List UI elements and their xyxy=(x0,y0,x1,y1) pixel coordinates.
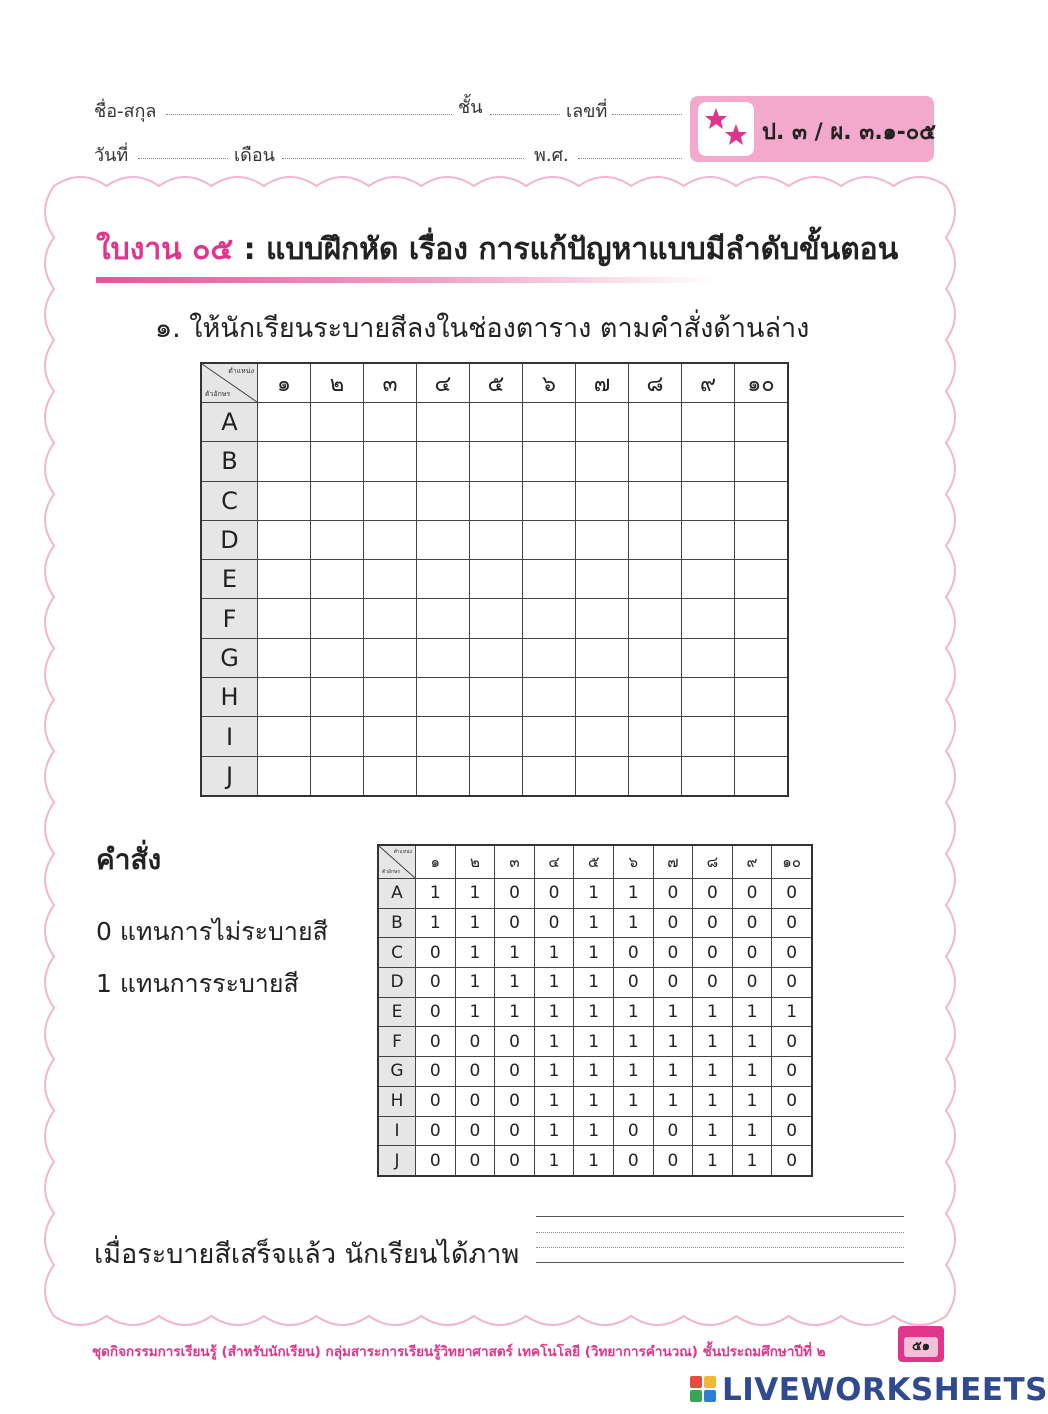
code-value: 0 xyxy=(416,1116,456,1146)
grid-cell[interactable] xyxy=(576,638,629,677)
code-value: 1 xyxy=(574,1116,614,1146)
code-value: 1 xyxy=(495,968,535,998)
worksheet-code: ป. ๓ / ผ. ๓.๑-๐๕ xyxy=(762,120,936,145)
code-value: 1 xyxy=(455,968,495,998)
grid-cell[interactable] xyxy=(682,599,735,638)
grid-cell[interactable] xyxy=(523,599,576,638)
code-value: 0 xyxy=(455,1086,495,1116)
code-row xyxy=(378,1027,812,1057)
grid-cell[interactable] xyxy=(364,520,417,559)
code-value: 0 xyxy=(732,938,772,968)
grid-cell[interactable] xyxy=(576,560,629,599)
grid-cell[interactable] xyxy=(523,638,576,677)
grid-cell[interactable] xyxy=(629,756,682,796)
code-value: 0 xyxy=(653,1146,693,1176)
grid-cell[interactable] xyxy=(629,481,682,520)
grid-cell[interactable] xyxy=(364,717,417,756)
grid-cell[interactable] xyxy=(682,638,735,677)
code-column-header: ๙ xyxy=(732,845,772,879)
grid-cell[interactable] xyxy=(364,638,417,677)
code-row xyxy=(378,938,812,968)
code-value: 0 xyxy=(416,1086,456,1116)
grid-cell[interactable] xyxy=(417,403,470,442)
grid-cell[interactable] xyxy=(364,442,417,481)
grid-column-header: ๕ xyxy=(470,363,523,403)
code-value: 1 xyxy=(534,968,574,998)
worksheet-subject: : แบบฝึกหัด เรื่อง การแก้ปัญหาแบบมีลำดับขั้นตอน xyxy=(233,232,899,267)
grid-cell[interactable] xyxy=(682,560,735,599)
code-value: 0 xyxy=(732,968,772,998)
title-underline xyxy=(96,277,716,283)
code-column-header: ๔ xyxy=(534,845,574,879)
grid-cell[interactable] xyxy=(364,756,417,796)
grid-row-label: D xyxy=(201,520,258,559)
grid-row-label: E xyxy=(201,560,258,599)
grid-row xyxy=(201,560,788,599)
grid-cell[interactable] xyxy=(682,403,735,442)
code-value: 0 xyxy=(495,1146,535,1176)
code-row-label: H xyxy=(378,1086,416,1116)
code-row-label: J xyxy=(378,1146,416,1176)
code-value: 0 xyxy=(495,1027,535,1057)
grid-cell[interactable] xyxy=(417,678,470,717)
code-value: 1 xyxy=(574,908,614,938)
corner-position-label: ตำแหน่ง xyxy=(228,367,254,375)
grid-cell[interactable] xyxy=(258,520,311,559)
code-row xyxy=(378,1086,812,1116)
grid-cell[interactable] xyxy=(470,717,523,756)
grid-cell[interactable] xyxy=(258,717,311,756)
code-row-label: A xyxy=(378,879,416,909)
code-value: 0 xyxy=(772,938,812,968)
code-value: 1 xyxy=(574,1146,614,1176)
grid-cell[interactable] xyxy=(735,442,789,481)
coloring-grid xyxy=(200,362,789,797)
legend-zero: 0 แทนการไม่ระบายสี xyxy=(96,917,328,946)
liveworksheets-wordmark: LIVEWORKSHEETS xyxy=(722,1372,1048,1408)
code-row xyxy=(378,908,812,938)
grid-cell[interactable] xyxy=(735,481,789,520)
code-value: 0 xyxy=(693,879,733,909)
grid-cell[interactable] xyxy=(629,403,682,442)
code-value: 1 xyxy=(613,1086,653,1116)
code-value: 0 xyxy=(416,1027,456,1057)
code-value: 0 xyxy=(772,1057,812,1087)
code-value: 0 xyxy=(613,938,653,968)
code-value: 1 xyxy=(574,997,614,1027)
code-table xyxy=(377,844,813,1177)
grid-cell[interactable] xyxy=(523,520,576,559)
grid-cell[interactable] xyxy=(258,481,311,520)
code-value: 0 xyxy=(455,1027,495,1057)
grid-cell[interactable] xyxy=(576,403,629,442)
code-value: 0 xyxy=(416,1146,456,1176)
code-value: 1 xyxy=(613,908,653,938)
grid-row xyxy=(201,403,788,442)
code-value: 1 xyxy=(732,1027,772,1057)
code-column-header: ๑ xyxy=(416,845,456,879)
grid-row xyxy=(201,599,788,638)
code-value: 1 xyxy=(772,997,812,1027)
code-value: 1 xyxy=(574,879,614,909)
grid-cell[interactable] xyxy=(470,560,523,599)
code-value: 1 xyxy=(732,1057,772,1087)
code-value: 0 xyxy=(416,938,456,968)
code-value: 1 xyxy=(495,997,535,1027)
answer-line-4[interactable] xyxy=(536,1262,904,1263)
liveworksheets-icon xyxy=(690,1376,718,1404)
grid-cell[interactable] xyxy=(576,678,629,717)
instruction-text: ๑. ให้นักเรียนระบายสีลงในช่องตาราง ตามคำสั่งด้านล่าง xyxy=(155,313,810,344)
grid-cell[interactable] xyxy=(470,520,523,559)
legend-one: 1 แทนการระบายสี xyxy=(96,969,299,998)
grid-column-header: ๓ xyxy=(364,363,417,403)
liveworksheets-logo xyxy=(690,1372,1048,1408)
code-value: 0 xyxy=(693,908,733,938)
code-value: 0 xyxy=(495,1057,535,1087)
code-value: 1 xyxy=(534,1146,574,1176)
grid-cell[interactable] xyxy=(629,520,682,559)
code-row-label: D xyxy=(378,968,416,998)
code-corner-letter-label: ตัวอักษร xyxy=(382,869,401,875)
month-label: เดือน xyxy=(234,145,275,166)
grid-cell[interactable] xyxy=(258,599,311,638)
code-value: 1 xyxy=(613,879,653,909)
code-value: 0 xyxy=(653,908,693,938)
grid-cell[interactable] xyxy=(311,520,364,559)
grid-cell[interactable] xyxy=(364,481,417,520)
grid-row xyxy=(201,481,788,520)
grid-cell[interactable] xyxy=(629,560,682,599)
grid-cell[interactable] xyxy=(311,599,364,638)
grid-cell[interactable] xyxy=(629,678,682,717)
class-label: ชั้น xyxy=(458,97,483,118)
code-value: 0 xyxy=(653,879,693,909)
code-value: 0 xyxy=(732,879,772,909)
code-column-header: ๑๐ xyxy=(772,845,812,879)
answer-line-2[interactable] xyxy=(536,1232,904,1233)
code-column-header: ๘ xyxy=(693,845,733,879)
grid-row-label: G xyxy=(201,638,258,677)
code-value: 1 xyxy=(455,938,495,968)
grid-cell[interactable] xyxy=(576,481,629,520)
grid-cell[interactable] xyxy=(364,678,417,717)
code-value: 0 xyxy=(653,968,693,998)
commands-heading: คำสั่ง xyxy=(96,843,162,876)
grid-row xyxy=(201,678,788,717)
number-label: เลขที่ xyxy=(566,101,608,122)
code-value: 0 xyxy=(416,997,456,1027)
day-label: วันที่ xyxy=(94,145,129,166)
code-value: 1 xyxy=(534,938,574,968)
grid-cell[interactable] xyxy=(417,599,470,638)
grid-cell[interactable] xyxy=(735,403,789,442)
grid-header-row xyxy=(201,363,788,403)
grid-cell[interactable] xyxy=(470,442,523,481)
grid-row-label: B xyxy=(201,442,258,481)
grid-cell[interactable] xyxy=(311,403,364,442)
grid-cell[interactable] xyxy=(311,756,364,796)
code-corner xyxy=(378,845,416,879)
code-column-header: ๒ xyxy=(455,845,495,879)
grid-cell[interactable] xyxy=(629,638,682,677)
code-value: 0 xyxy=(455,1057,495,1087)
code-value: 1 xyxy=(693,1027,733,1057)
grid-row-label: I xyxy=(201,717,258,756)
grid-cell[interactable] xyxy=(258,678,311,717)
answer-line-3[interactable] xyxy=(536,1247,904,1248)
code-value: 0 xyxy=(455,1146,495,1176)
grid-row-label: A xyxy=(201,403,258,442)
code-value: 0 xyxy=(772,1146,812,1176)
code-value: 1 xyxy=(732,1146,772,1176)
grid-cell[interactable] xyxy=(364,403,417,442)
code-value: 1 xyxy=(653,1086,693,1116)
grid-cell[interactable] xyxy=(735,638,789,677)
code-value: 0 xyxy=(772,908,812,938)
grid-cell[interactable] xyxy=(470,599,523,638)
code-row-label: I xyxy=(378,1116,416,1146)
grid-row xyxy=(201,717,788,756)
grid-row-label: C xyxy=(201,481,258,520)
grid-cell[interactable] xyxy=(576,442,629,481)
code-row-label: F xyxy=(378,1027,416,1057)
grid-cell[interactable] xyxy=(682,678,735,717)
code-row xyxy=(378,1146,812,1176)
code-value: 1 xyxy=(732,1116,772,1146)
grid-cell[interactable] xyxy=(364,599,417,638)
grid-cell[interactable] xyxy=(258,403,311,442)
code-value: 1 xyxy=(693,997,733,1027)
code-value: 1 xyxy=(534,997,574,1027)
code-value: 1 xyxy=(732,997,772,1027)
grid-cell[interactable] xyxy=(258,638,311,677)
grid-cell[interactable] xyxy=(417,560,470,599)
grid-row xyxy=(201,638,788,677)
code-value: 0 xyxy=(772,1027,812,1057)
grid-cell[interactable] xyxy=(470,403,523,442)
grid-cell[interactable] xyxy=(523,717,576,756)
code-value: 1 xyxy=(416,908,456,938)
grid-corner xyxy=(201,363,258,403)
grid-cell[interactable] xyxy=(629,599,682,638)
grid-cell[interactable] xyxy=(470,678,523,717)
grid-cell[interactable] xyxy=(258,442,311,481)
code-row-label: G xyxy=(378,1057,416,1087)
grid-cell[interactable] xyxy=(417,520,470,559)
grid-column-header: ๑ xyxy=(258,363,311,403)
footer-text: ชุดกิจกรรมการเรียนรู้ (สำหรับนักเรียน) กลุ่มสาระการเรียนรู้วิทยาศาสตร์ เทคโนโลยี (วิทยาการคำนวณ) ชั้นประถมศึกษาปีที่ ๒ xyxy=(92,1344,826,1360)
code-corner-position-label: ตำแหน่ง xyxy=(393,849,412,855)
code-value: 1 xyxy=(653,997,693,1027)
grid-cell[interactable] xyxy=(311,481,364,520)
grid-column-header: ๒ xyxy=(311,363,364,403)
answer-line-1[interactable] xyxy=(536,1216,904,1217)
code-value: 1 xyxy=(613,1057,653,1087)
code-value: 1 xyxy=(574,1027,614,1057)
grid-cell[interactable] xyxy=(576,599,629,638)
grid-cell[interactable] xyxy=(682,442,735,481)
grid-cell[interactable] xyxy=(523,678,576,717)
grid-cell[interactable] xyxy=(576,756,629,796)
code-value: 0 xyxy=(495,1086,535,1116)
code-value: 0 xyxy=(772,968,812,998)
code-value: 1 xyxy=(495,938,535,968)
grid-cell[interactable] xyxy=(735,678,789,717)
code-row xyxy=(378,1057,812,1087)
code-value: 0 xyxy=(613,968,653,998)
grid-cell[interactable] xyxy=(311,442,364,481)
code-value: 0 xyxy=(534,879,574,909)
grid-cell[interactable] xyxy=(682,717,735,756)
code-value: 1 xyxy=(574,1057,614,1087)
code-value: 1 xyxy=(693,1057,733,1087)
grid-column-header: ๘ xyxy=(629,363,682,403)
code-value: 1 xyxy=(534,1086,574,1116)
grid-cell[interactable] xyxy=(629,717,682,756)
code-value: 1 xyxy=(534,1027,574,1057)
code-column-header: ๓ xyxy=(495,845,535,879)
year-label: พ.ศ. xyxy=(534,145,569,166)
page-number-tab xyxy=(898,1326,944,1362)
code-value: 1 xyxy=(693,1146,733,1176)
grid-cell[interactable] xyxy=(735,717,789,756)
grid-column-header: ๗ xyxy=(576,363,629,403)
code-row-label: B xyxy=(378,908,416,938)
grid-cell[interactable] xyxy=(523,756,576,796)
grid-cell[interactable] xyxy=(470,481,523,520)
grid-cell[interactable] xyxy=(682,520,735,559)
grid-cell[interactable] xyxy=(258,756,311,796)
code-value: 1 xyxy=(613,997,653,1027)
code-value: 1 xyxy=(455,908,495,938)
code-value: 0 xyxy=(772,1086,812,1116)
grid-cell[interactable] xyxy=(311,717,364,756)
code-value: 0 xyxy=(416,1057,456,1087)
grid-row xyxy=(201,756,788,796)
code-row xyxy=(378,997,812,1027)
code-value: 1 xyxy=(534,1116,574,1146)
code-column-header: ๕ xyxy=(574,845,614,879)
code-row-label: C xyxy=(378,938,416,968)
grid-cell[interactable] xyxy=(470,756,523,796)
code-value: 1 xyxy=(416,879,456,909)
code-value: 1 xyxy=(574,968,614,998)
grid-cell[interactable] xyxy=(417,442,470,481)
code-value: 0 xyxy=(653,938,693,968)
code-value: 0 xyxy=(772,1116,812,1146)
code-column-header: ๗ xyxy=(653,845,693,879)
grid-cell[interactable] xyxy=(523,403,576,442)
grid-cell[interactable] xyxy=(417,638,470,677)
grid-row xyxy=(201,520,788,559)
grid-cell[interactable] xyxy=(417,756,470,796)
code-value: 1 xyxy=(455,879,495,909)
grid-row-label: F xyxy=(201,599,258,638)
code-value: 0 xyxy=(455,1116,495,1146)
code-value: 1 xyxy=(653,1027,693,1057)
code-value: 0 xyxy=(732,908,772,938)
code-value: 1 xyxy=(693,1116,733,1146)
grid-cell[interactable] xyxy=(576,717,629,756)
code-value: 1 xyxy=(574,938,614,968)
code-value: 0 xyxy=(613,1146,653,1176)
grid-cell[interactable] xyxy=(311,560,364,599)
grid-cell[interactable] xyxy=(523,560,576,599)
grid-row-label: H xyxy=(201,678,258,717)
grid-cell[interactable] xyxy=(417,481,470,520)
name-label: ชื่อ-สกุล xyxy=(94,101,157,122)
grid-cell[interactable] xyxy=(735,756,789,796)
grid-cell[interactable] xyxy=(735,599,789,638)
code-value: 0 xyxy=(693,938,733,968)
grid-row-label: J xyxy=(201,756,258,796)
grid-cell[interactable] xyxy=(523,442,576,481)
grid-cell[interactable] xyxy=(311,638,364,677)
grid-column-header: ๙ xyxy=(682,363,735,403)
code-value: 0 xyxy=(693,968,733,998)
page-number: ๕๑ xyxy=(904,1337,938,1357)
code-value: 0 xyxy=(416,968,456,998)
code-value: 0 xyxy=(534,908,574,938)
code-value: 1 xyxy=(693,1086,733,1116)
code-value: 0 xyxy=(495,908,535,938)
code-row-label: E xyxy=(378,997,416,1027)
answer-label: เมื่อระบายสีเสร็จแล้ว นักเรียนได้ภาพ xyxy=(94,1239,520,1270)
grid-cell[interactable] xyxy=(735,520,789,559)
grid-cell[interactable] xyxy=(576,520,629,559)
worksheet-number: ใบงาน ๐๕ xyxy=(96,232,234,267)
grid-cell[interactable] xyxy=(523,481,576,520)
grid-cell[interactable] xyxy=(470,638,523,677)
code-value: 0 xyxy=(613,1116,653,1146)
code-column-header: ๖ xyxy=(613,845,653,879)
code-row xyxy=(378,1116,812,1146)
code-value: 1 xyxy=(613,1027,653,1057)
worksheet-title xyxy=(96,226,898,273)
corner-letter-label: ตัวอักษร xyxy=(205,390,231,398)
grid-cell[interactable] xyxy=(311,678,364,717)
code-header-row xyxy=(378,845,812,879)
code-value: 0 xyxy=(772,879,812,909)
code-value: 0 xyxy=(495,879,535,909)
grid-row xyxy=(201,442,788,481)
code-row xyxy=(378,879,812,909)
code-value: 0 xyxy=(653,1116,693,1146)
code-value: 0 xyxy=(495,1116,535,1146)
code-row xyxy=(378,968,812,998)
grid-column-header: ๖ xyxy=(523,363,576,403)
grid-cell[interactable] xyxy=(682,756,735,796)
grid-cell[interactable] xyxy=(417,717,470,756)
code-value: 1 xyxy=(574,1086,614,1116)
grid-cell[interactable] xyxy=(682,481,735,520)
grid-cell[interactable] xyxy=(364,560,417,599)
grid-column-header: ๑๐ xyxy=(735,363,789,403)
code-value: 1 xyxy=(455,997,495,1027)
code-value: 1 xyxy=(732,1086,772,1116)
grid-cell[interactable] xyxy=(629,442,682,481)
grid-column-header: ๔ xyxy=(417,363,470,403)
grid-cell[interactable] xyxy=(258,560,311,599)
code-value: 1 xyxy=(534,1057,574,1087)
grid-cell[interactable] xyxy=(735,560,789,599)
code-value: 1 xyxy=(653,1057,693,1087)
